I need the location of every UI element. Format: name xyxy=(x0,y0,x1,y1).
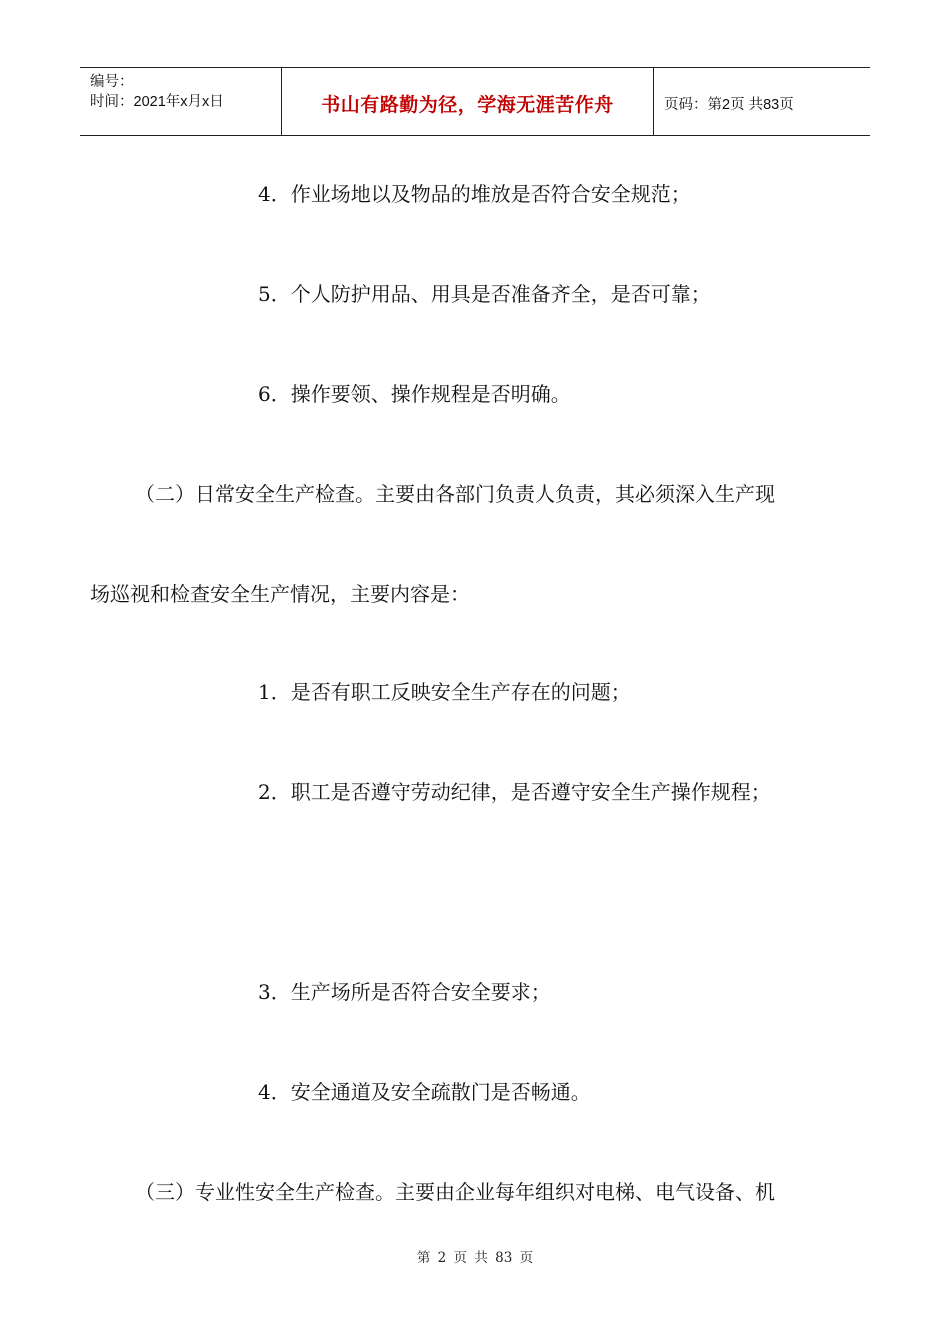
header-page-cell xyxy=(654,68,870,135)
paragraph: 5．个人防护用品、用具是否准备齐全，是否可靠； xyxy=(258,282,711,306)
page-footer: 第 2 页 共 83 页 xyxy=(416,1250,534,1266)
paragraph: 场巡视和检查安全生产情况，主要内容是： xyxy=(90,582,470,606)
paragraph: 3．生产场所是否符合安全要求； xyxy=(258,980,551,1004)
paragraph: 6．操作要领、操作规程是否明确。 xyxy=(258,382,571,406)
header-motto: 书山有路勤为径，学海无涯苦作舟 xyxy=(321,94,614,116)
header-page-info: 页码：第2页 共83页 xyxy=(664,97,794,113)
document-header xyxy=(80,67,870,136)
document-number-label: 编号： xyxy=(90,74,134,90)
paragraph: 2．职工是否遵守劳动纪律，是否遵守安全生产操作规程； xyxy=(258,780,771,804)
paragraph: 4．作业场地以及物品的堆放是否符合安全规范； xyxy=(258,182,691,206)
document-date: 时间：2021年x月x日 xyxy=(90,94,224,110)
header-meta-cell xyxy=(80,68,282,135)
paragraph: 1．是否有职工反映安全生产存在的问题； xyxy=(258,680,631,704)
section-heading-paragraph: （二）日常安全生产检查。主要由各部门负责人负责，其必须深入生产现 xyxy=(135,482,775,506)
paragraph: 4．安全通道及安全疏散门是否畅通。 xyxy=(258,1080,591,1104)
section-heading-paragraph: （三）专业性安全生产检查。主要由企业每年组织对电梯、电气设备、机 xyxy=(135,1180,775,1204)
header-motto-cell xyxy=(282,68,654,135)
